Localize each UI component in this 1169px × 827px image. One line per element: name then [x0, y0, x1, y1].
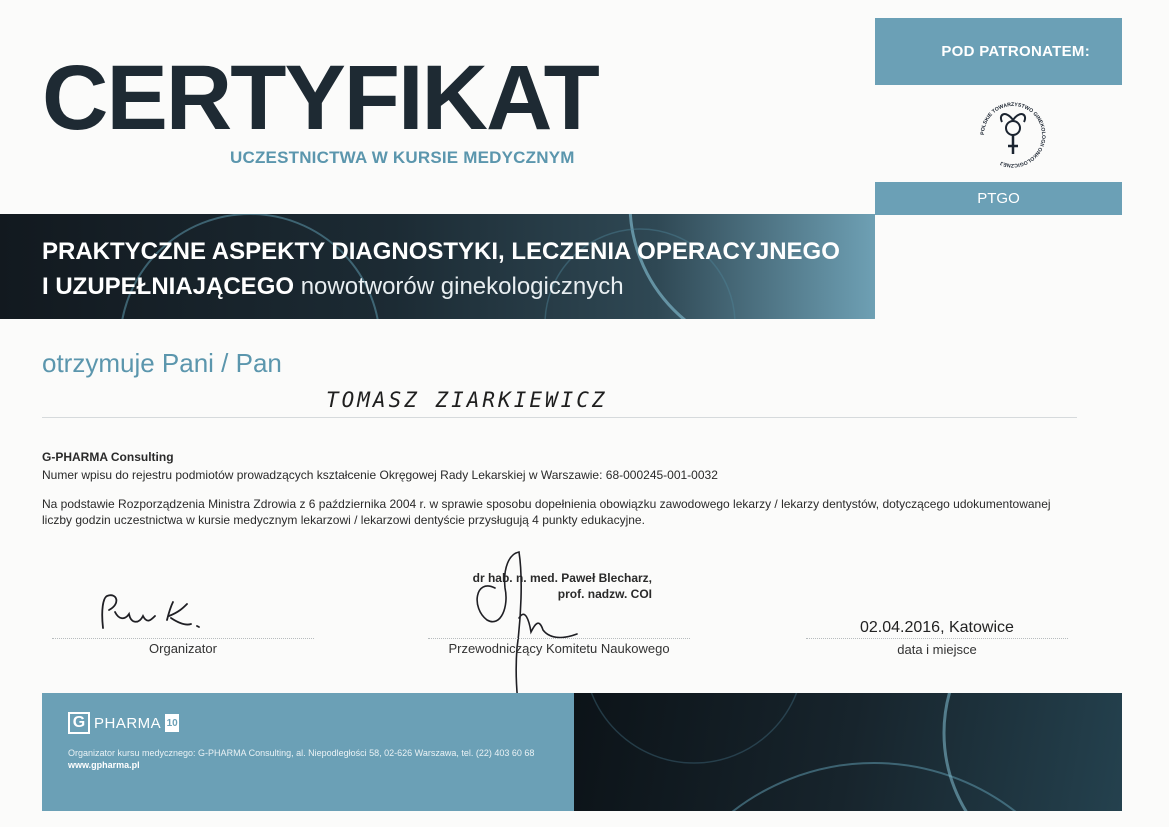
committee-chair-name-line2: prof. nadzw. COI	[557, 587, 652, 601]
organizer-signature-line	[52, 638, 314, 639]
organizer-signature	[95, 590, 225, 640]
date-place-line	[806, 638, 1068, 639]
course-title-line1: PRAKTYCZNE ASPEKTY DIAGNOSTYKI, LECZENIA OPERACYJNEGO	[42, 238, 840, 265]
legal-basis-text: Na podstawie Rozporządzenia Ministra Zdrowia z 6 października 2004 r. w sprawie sposobu dopełnienia obowiązku zawodowego lekarzy / lekarzy dentystów, dotyczącego udokumentowanej liczby godzin uczestnictwa w kursie medycznym lekarzowi / lekarzowi dentyście przysługują 4 punkty edukacyjne.	[42, 497, 1051, 527]
course-title-line2-light: nowotworów ginekologicznych	[300, 273, 624, 300]
organizer-caption: Organizator	[149, 641, 217, 656]
certificate-subtitle: UCZESTNICTWA W KURSIE MEDYCZNYM	[230, 148, 575, 167]
recipient-underline	[42, 417, 1077, 418]
gpharma-logo-badge: 10	[165, 714, 179, 732]
footer-website-link[interactable]: www.gpharma.pl	[68, 760, 140, 770]
course-banner	[0, 214, 875, 319]
committee-caption: Przewodniczący Komitetu Naukowego	[448, 641, 670, 656]
certificate-title: CERTYFIKAT	[42, 47, 598, 149]
ptgo-logo-text: POLSKIE TOWARZYSTWO GINEKOLOGII ONKOLOGICZNEJ	[979, 102, 1047, 168]
recipient-name: TOMASZ ZIARKIEWICZ	[326, 388, 608, 412]
patronage-abbreviation: PTGO	[875, 182, 1122, 215]
organizer-name: G-PHARMA Consulting	[42, 450, 174, 464]
date-place-value: 02.04.2016, Katowice	[860, 619, 1014, 636]
footer-address: Organizator kursu medycznego: G-PHARMA Consulting, al. Niepodległości 58, 02-626 Warszawa, tel. (22) 403 60 68	[68, 748, 535, 758]
course-title-line2-bold: I UZUPEŁNIAJĄCEGO	[42, 273, 295, 300]
gpharma-logo	[68, 712, 179, 734]
committee-signature-line	[428, 638, 690, 639]
patronage-heading: POD PATRONATEM:	[875, 18, 1122, 85]
date-place-caption: data i miejsce	[897, 642, 977, 657]
banner-decoration	[0, 214, 875, 319]
footer-decoration	[574, 693, 1122, 811]
committee-chair-name-line1: dr hab. n. med. Paweł Blecharz,	[472, 571, 652, 585]
course-title-line2	[42, 273, 624, 301]
gpharma-logo-text: PHARMA	[94, 714, 162, 732]
organizer-registry: Numer wpisu do rejestru podmiotów prowadzących kształcenie Okręgowej Rady Lekarskiej w Warszawie: 68-000245-001-0032	[42, 468, 718, 482]
ptgo-logo	[972, 102, 1054, 168]
recipient-label: otrzymuje Pani / Pan	[42, 348, 282, 378]
committee-chair-signature	[465, 548, 585, 713]
gpharma-logo-letter: G	[68, 712, 90, 734]
footer-decoration-panel	[574, 693, 1122, 811]
